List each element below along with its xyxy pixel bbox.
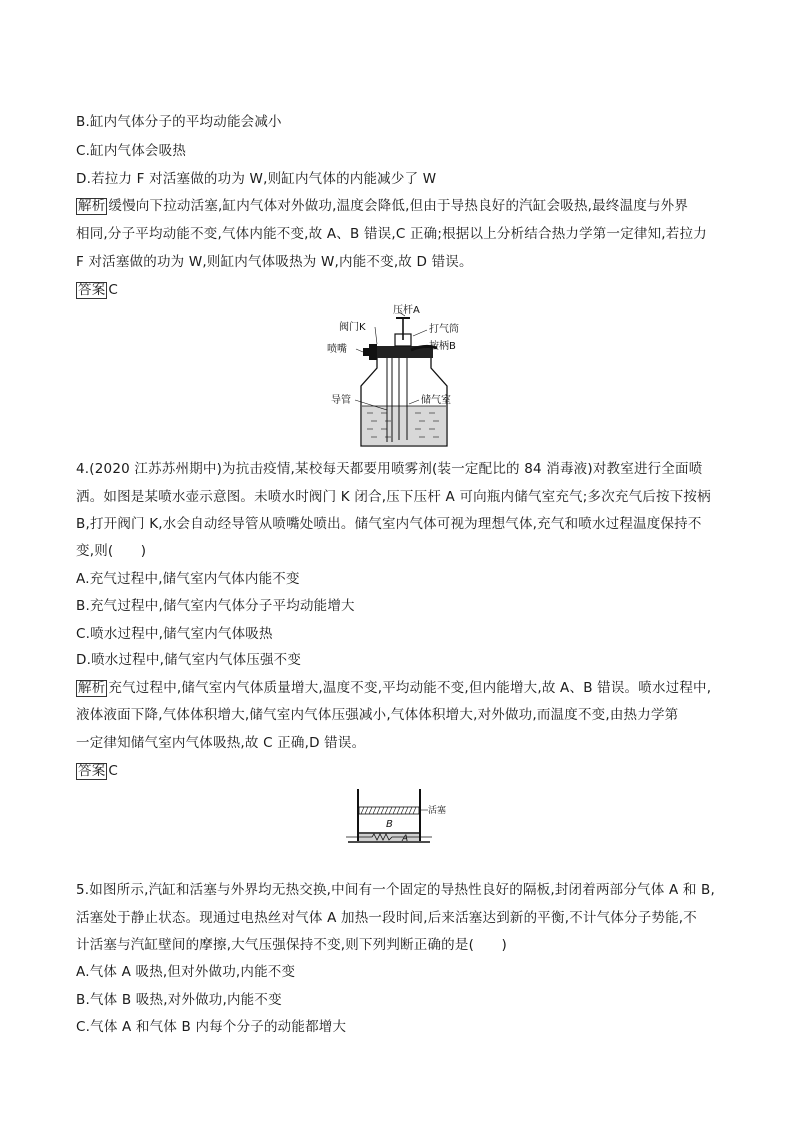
q4-option-d: D.喷水过程中,储气室内气体压强不变	[76, 652, 302, 668]
label-huosai: 活塞	[428, 806, 447, 816]
label-daoguan: 导管	[331, 395, 351, 406]
q3-answer: 答案 C	[78, 282, 119, 298]
q4-stem-line-3: B,打开阀门 K,水会自动经导管从喷嘴处喷出。储气室内气体可视为理想气体,充气和喷水过程温度保持不	[76, 516, 702, 532]
answer-tag: 答案	[78, 763, 106, 779]
q5-stem-line-1: 5.如图所示,汽缸和活塞与外界均无热交换,中间有一个固定的导热性良好的隔板,封闭着两部分气体 A 和 B,	[76, 882, 716, 898]
q3-analysis-line-1: 解析 缓慢向下拉动活塞,缸内气体对外做功,温度会降低,但由于导热良好的汽缸会吸热,最终温度与外界	[78, 198, 689, 214]
q4-option-a: A.充气过程中,储气室内气体内能不变	[76, 571, 300, 587]
q4-answer: 答案 C	[78, 763, 119, 779]
q4-analysis-line-3: 一定律知储气室内气体吸热,故 C 正确,D 错误。	[76, 735, 366, 751]
q4-analysis-line-1: 解析 充气过程中,储气室内气体质量增大,温度不变,平均动能不变,但内能增大,故 A、B 错误。喷水过程中,	[78, 680, 712, 696]
q4-stem-line-1: 4.(2020 江苏苏州期中)为抗击疫情,某校每天都要用喷雾剂(装一定配比的 84 消毒液)对教室进行全面喷	[76, 461, 703, 477]
label-penzui: 喷嘴	[327, 344, 347, 355]
q5-option-a: A.气体 A 吸热,但对外做功,内能不变	[76, 964, 296, 980]
q4-stem-line-4: 变,则( )	[76, 543, 147, 559]
label-chuqishi: 储气室	[421, 395, 451, 406]
label-yagan: 压杆A	[393, 305, 420, 316]
q5-option-b: B.气体 B 吸热,对外做功,内能不变	[76, 992, 282, 1008]
cylinder-piston-figure	[340, 785, 460, 857]
q3-option-c: C.缸内气体会吸热	[76, 143, 187, 159]
label-famen: 阀门K	[339, 322, 366, 333]
q5-option-c: C.气体 A 和气体 B 内每个分子的动能都增大	[76, 1019, 347, 1035]
analysis-tag: 解析	[78, 680, 106, 696]
q4-option-b: B.充气过程中,储气室内气体分子平均动能增大	[76, 598, 355, 614]
q4-analysis-line-2: 液体液面下降,气体体积增大,储气室内气体压强减小,气体体积增大,对外做功,而温度不变,由热力学第	[76, 707, 679, 723]
q3-analysis-line-2: 相同,分子平均动能不变,气体内能不变,故 A、B 错误,C 正确;根据以上分析结合热力学第一定律知,若拉力	[76, 226, 707, 242]
analysis-tag: 解析	[78, 198, 106, 214]
q5-stem-line-3: 计活塞与汽缸壁间的摩擦,大气压强保持不变,则下列判断正确的是( )	[76, 937, 507, 953]
q4-stem-line-2: 洒。如图是某喷水壶示意图。未喷水时阀门 K 闭合,压下压杆 A 可向瓶内储气室充气;多次充气后按下按柄	[76, 489, 711, 505]
q3-option-d: D.若拉力 F 对活塞做的功为 W,则缸内气体的内能减少了 W	[76, 171, 437, 187]
label-anbing: 按柄B	[429, 341, 456, 352]
q3-option-b: B.缸内气体分子的平均动能会减小	[76, 114, 282, 130]
label-gas-b: B	[386, 819, 393, 830]
answer-tag: 答案	[78, 282, 106, 298]
q5-stem-line-2: 活塞处于静止状态。现通过电热丝对气体 A 加热一段时间,后来活塞达到新的平衡,不计气体分子势能,不	[76, 910, 697, 926]
q3-analysis-line-3: F 对活塞做的功为 W,则缸内气体吸热为 W,内能不变,故 D 错误。	[76, 254, 473, 270]
label-gas-a: A	[402, 834, 409, 844]
spray-bottle-figure	[325, 300, 485, 452]
q4-option-c: C.喷水过程中,储气室内气体吸热	[76, 626, 273, 642]
label-daqitong: 打气筒	[429, 324, 459, 335]
